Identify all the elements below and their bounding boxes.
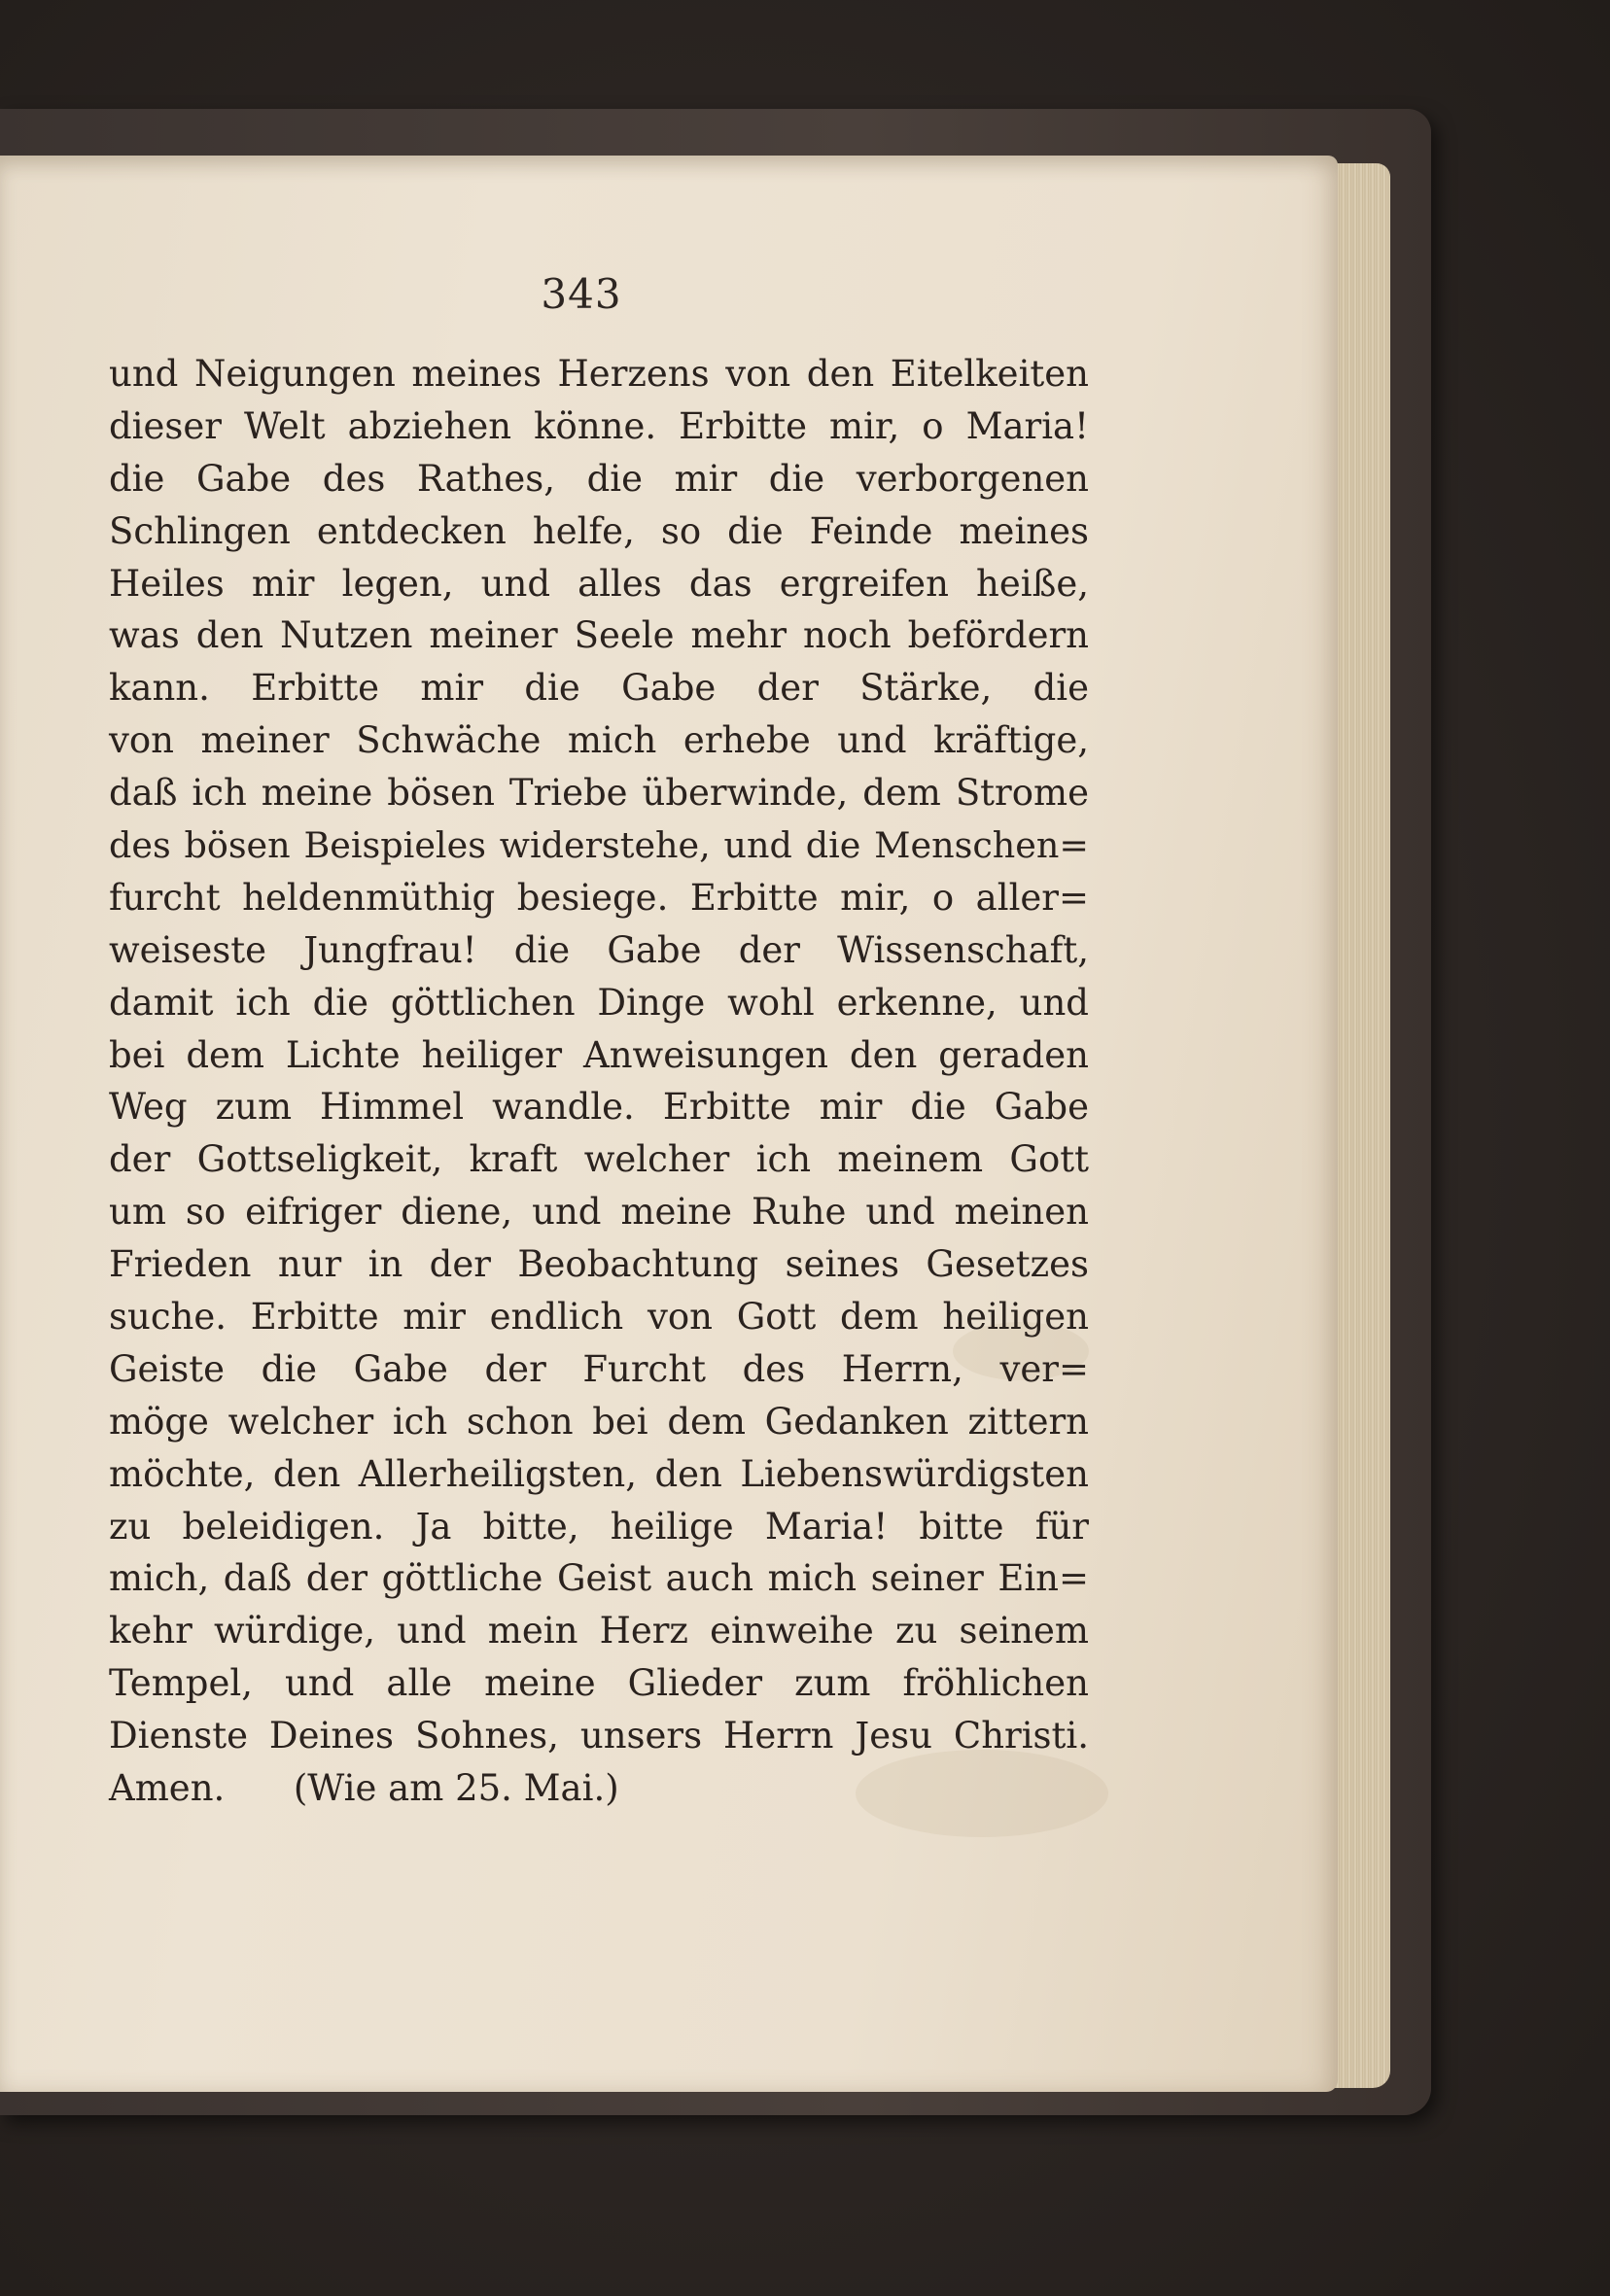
text-line-last: Amen. (Wie am 25. Mai.) <box>109 1767 619 1810</box>
text-line: des bösen Beispieles widerstehe, und die Menschen= <box>109 824 1089 867</box>
text-line: suche. Erbitte mir endlich von Gott dem heiligen <box>109 1296 1089 1339</box>
text-line: Tempel, und alle meine Glieder zum fröhlichen <box>109 1662 1089 1705</box>
text-line: Schlingen entdecken helfe, so die Feinde meines <box>109 509 1089 552</box>
page-number: 343 <box>541 270 622 318</box>
text-line: daß ich meine bösen Triebe überwinde, dem Strome <box>109 772 1089 815</box>
text-line: Dienste Deines Sohnes, unsers Herrn Jesu Christi. <box>109 1715 1089 1757</box>
text-line: die Gabe des Rathes, die mir die verborgenen <box>109 457 1089 500</box>
text-line: Heiles mir legen, und alles das ergreifen heiße, <box>109 562 1089 605</box>
text-line: möchte, den Allerheiligsten, den Liebenswürdigsten <box>109 1452 1089 1495</box>
text-line: kehr würdige, und mein Herz einweihe zu seinem <box>109 1610 1089 1652</box>
text-line: was den Nutzen meiner Seele mehr noch befördern <box>109 614 1089 657</box>
text-line: furcht heldenmüthig besiege. Erbitte mir, o aller= <box>109 876 1089 919</box>
text-line: damit ich die göttlichen Dinge wohl erkenne, und <box>109 981 1089 1024</box>
body-text <box>109 348 1089 1815</box>
text-line: zu beleidigen. Ja bitte, heilige Maria! bitte für <box>109 1505 1089 1548</box>
text-line: kann. Erbitte mir die Gabe der Stärke, die <box>109 667 1089 710</box>
text-line: Geiste die Gabe der Furcht des Herrn, ver= <box>109 1347 1089 1390</box>
text-line: Frieden nur in der Beobachtung seines Gesetzes <box>109 1243 1089 1286</box>
text-line: von meiner Schwäche mich erhebe und kräftige, <box>109 719 1089 762</box>
text-line: bei dem Lichte heiliger Anweisungen den geraden <box>109 1033 1089 1076</box>
text-line: weiseste Jungfrau! die Gabe der Wissenschaft, <box>109 928 1089 971</box>
text-line: der Gottseligkeit, kraft welcher ich meinem Gott <box>109 1138 1089 1181</box>
text-line: um so eifriger diene, und meine Ruhe und meinen <box>109 1191 1089 1234</box>
text-line: mich, daß der göttliche Geist auch mich seiner Ein= <box>109 1557 1089 1600</box>
text-line: dieser Welt abziehen könne. Erbitte mir, o Maria! <box>109 404 1089 447</box>
text-line: möge welcher ich schon bei dem Gedanken zittern <box>109 1400 1089 1443</box>
text-line: Weg zum Himmel wandle. Erbitte mir die Gabe <box>109 1086 1089 1129</box>
text-line: und Neigungen meines Herzens von den Eitelkeiten <box>109 353 1089 395</box>
